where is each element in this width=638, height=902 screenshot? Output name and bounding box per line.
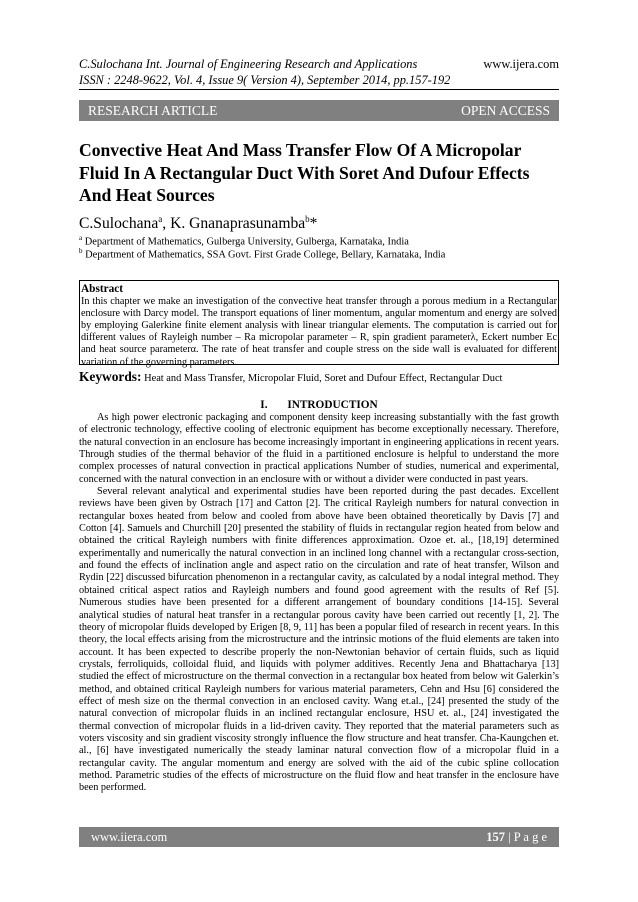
affiliation — [79, 245, 445, 261]
journal-line-1: C.Sulochana Int. Journal of Engineering Research and Applications — [79, 57, 418, 71]
keywords-text: Heat and Mass Transfer, Micropolar Fluid, Soret and Dufour Effect, Rectangular Duct — [141, 373, 503, 384]
paragraph: As high power electronic packaging and component density keep increasing substantially with the fast growth of electronic technology, effective cooling of electronic equipment has become exceptionally necessary. Therefore, the natural convection in an enclosure has become increasingly important in engineering applications in recent years. Through studies of the thermal behavior of the fluid in a partitioned enclosure is helpful to understand the more complex processes of natural convection in practical applications Number of studies, numerical and experimental, concerned with the natural convection in an enclosure with or without a divider were conducted in past years. — [79, 412, 559, 485]
section-heading — [79, 398, 559, 412]
header-divider — [79, 89, 559, 90]
corresponding-author-mark: * — [309, 215, 318, 233]
keywords-label: Keywords: — [79, 369, 142, 384]
research-article-label: RESEARCH ARTICLE — [88, 103, 218, 118]
page-word: P a g e — [513, 830, 547, 844]
page-footer — [79, 827, 559, 847]
paper-title: Convective Heat And Mass Transfer Flow Of A Micropolar Fluid In A Rectangular Duct With Soret And Dufour Effects And Heat Sources — [79, 140, 530, 205]
paragraph: Several relevant analytical and experimental studies have been reported during the past decades. Excellent reviews have been given by Ostrach [17] and Catton [2]. The critical Rayleigh numbers for natural convection in rectangular boxes heated from below and cooled from above have been obtained theoretically by Davis [7] and Cotton [4]. Samuels and Churchill [20] presented the stability of fluids in rectangular region heated from below and obtained the critical Rayleigh numbers with finite differences approximation. Ozoe et. al., [18,19] determined experimentally and numerically the natural convection in an inclined long channel with a rectangular cross-section, and found the effects of inclination angle and aspect ratio on the circulation and rate of heat transfer, Wilson and Rydin [22] discussed bifurcation phenomenon in a rectangular cavity, as calculated by a nodal integral method. They obtained critical aspect ratios and Rayleigh numbers and found good agreement with the results of Ref [5]. Numerous studies have been presented for a different arrangement of boundary conditions [14-15]. Several analytical studies of natural heat transfer in a rectangular porous cavity have been carried out recently [1, 2]. The theory of micropolar fluids developed by Erigen [8, 9, 11] has been a popular filed of research in recent years. In this theory, the local effects arising from the microstructure and the intrinsic motions of the fluid elements are taken into account. It has been expected to describe properly the non-Newtonian behavior of certain fluids, such as liquid crystals, ferroliquids, colloidal fluid, and liquids with polymer additives. Recently Jena and Bhattacharya [13] studied the effect of microstructure on the thermal convection in a rectangular box heated from below wit Galerkin’s method, and obtained critical Rayleigh numbers for various material parameters, Cehn and Hsu [6] considered the effect of mesh size on the thermal convection in an enclosed cavity. Wang et.al., [24] presented the study of the natural convection of micropolar fluids in an inclined rectangular enclosure, HSU et. al., [24] investigated the thermal convection of micropolar fluids in a lid-driven cavity. They reported that the material parameters such as voters viscosity and sin gradient viscosity strongly influence the flow structure and heat transfer. Cha-Kaungchen et. al., [6] have investigated numerically the steady laminar natural convection flow of a micropolar fluid in a rectangular cavity. The angular momentum and energy are solved with the aid of the cubic spline collocation method. Parametric studies of the effects of microstructure on the fluid flow and heat transfer in the enclosure have been performed. — [79, 486, 559, 794]
author-name: K. Gnanaprasunamba — [170, 215, 306, 233]
journal-line-2: ISSN : 2248-9622, Vol. 4, Issue 9( Version 4), September 2014, pp.157-192 — [79, 73, 451, 87]
body-text — [79, 412, 559, 795]
article-type-banner — [79, 100, 559, 121]
page-number: 157 — [486, 830, 506, 844]
affiliation-mark: b — [79, 247, 83, 255]
section-title: INTRODUCTION — [287, 399, 378, 411]
open-access-label: OPEN ACCESS — [461, 103, 550, 118]
header-website: www.ijera.com — [483, 57, 559, 71]
page-separator: | — [505, 830, 514, 844]
affiliation-text: Department of Mathematics, Gulberga University, Gulberga, Karnataka, India — [84, 236, 409, 248]
page-indicator — [486, 827, 547, 847]
author-separator: , — [162, 215, 171, 233]
abstract-box — [79, 280, 559, 368]
author-affiliation-mark: b — [305, 214, 310, 224]
keywords — [79, 369, 502, 387]
abstract-heading: Abstract — [81, 283, 124, 295]
footer-website: www.iiera.com — [91, 830, 168, 844]
author-list — [79, 210, 317, 233]
affiliation-text: Department of Mathematics, SSA Govt. First Grade College, Bellary, Karnataka, India — [85, 249, 446, 261]
author-affiliation-mark: a — [158, 214, 163, 224]
author-name: C.Sulochana — [79, 215, 159, 233]
journal-citation — [79, 56, 450, 88]
section-number: I. — [260, 399, 268, 411]
abstract-text: In this chapter we make an investigation of the convective heat transfer through a porous medium in a Rectangular enclosure with Darcy model. The transport equations of liner momentum, angular momentum and energy are solved by employing Galerkine finite element analysis with linear triangular elements. The computation is carried out for different values of Rayleigh number – Ra micropolar parameter – R, spin gradient parameterλ, Eckert number Ec and heat source parameterα. The rate of heat transfer and couple stress on the side wall is evaluated for different variation of the governing parameters. — [81, 295, 557, 368]
affiliation-mark: a — [79, 234, 83, 242]
